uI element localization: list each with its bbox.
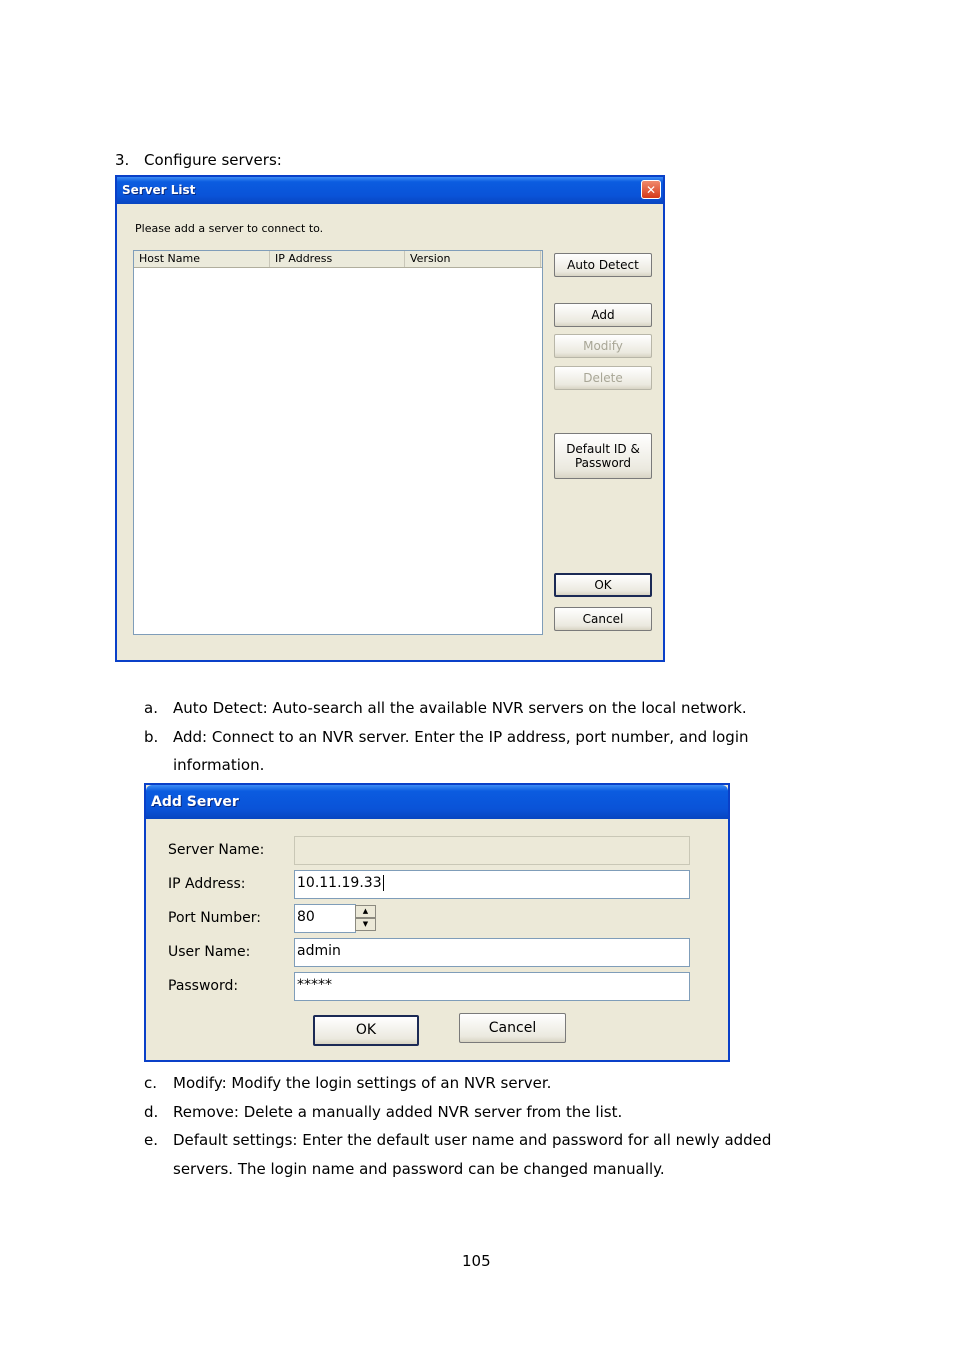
ip-address-value: 10.11.19.33	[297, 875, 382, 891]
step-text: Configure servers:	[144, 151, 282, 169]
list-item-add-continuation: information.	[173, 756, 265, 774]
list-marker: c.	[144, 1074, 158, 1092]
user-name-input[interactable]: admin	[294, 938, 690, 967]
listview-header	[134, 251, 542, 268]
auto-detect-button[interactable]: Auto Detect	[554, 253, 652, 277]
password-input[interactable]: *****	[294, 972, 690, 1001]
ok-button[interactable]: OK	[554, 573, 652, 597]
list-item-default-settings: Default settings: Enter the default user name and password for all newly added	[173, 1131, 772, 1149]
add-button[interactable]: Add	[554, 303, 652, 327]
server-listview[interactable]	[133, 250, 543, 635]
list-marker: d.	[144, 1103, 159, 1121]
column-header-version[interactable]: Version	[405, 251, 541, 267]
add-server-cancel-button[interactable]: Cancel	[459, 1013, 566, 1043]
list-item-default-settings-continuation: servers. The login name and password can be changed manually.	[173, 1160, 665, 1178]
user-name-label: User Name:	[168, 944, 251, 960]
column-header-ip-address[interactable]: IP Address	[270, 251, 405, 267]
server-name-input[interactable]	[294, 836, 690, 865]
step-number: 3.	[115, 151, 130, 169]
modify-button[interactable]: Modify	[554, 334, 652, 358]
add-server-titlebar	[146, 785, 728, 819]
password-label: Password:	[168, 978, 239, 994]
add-server-ok-button[interactable]: OK	[313, 1015, 419, 1046]
add-server-dialog	[144, 783, 730, 1062]
default-id-password-button[interactable]: Default ID & Password	[554, 433, 652, 479]
port-number-input[interactable]: 80	[294, 904, 356, 933]
ip-address-input[interactable]	[294, 870, 690, 899]
cancel-button[interactable]: Cancel	[554, 607, 652, 631]
server-list-dialog	[115, 175, 665, 662]
list-item-remove: Remove: Delete a manually added NVR server from the list.	[173, 1103, 623, 1121]
list-marker: a.	[144, 699, 158, 717]
column-header-host-name[interactable]: Host Name	[134, 251, 270, 267]
text-caret	[383, 875, 384, 891]
spin-up-icon[interactable]: ▲	[355, 905, 376, 918]
add-server-title: Add Server	[151, 794, 239, 810]
spin-down-icon[interactable]: ▼	[355, 918, 376, 931]
list-marker: b.	[144, 728, 159, 746]
page-number: 105	[462, 1252, 491, 1270]
close-button[interactable]	[641, 180, 661, 199]
delete-button[interactable]: Delete	[554, 366, 652, 390]
close-icon: ✕	[645, 183, 657, 197]
server-list-titlebar	[117, 177, 663, 204]
list-item-auto-detect: Auto Detect: Auto-search all the available NVR servers on the local network.	[173, 699, 747, 717]
server-list-title: Server List	[122, 183, 196, 197]
port-number-label: Port Number:	[168, 910, 261, 926]
list-item-add: Add: Connect to an NVR server. Enter the IP address, port number, and login	[173, 728, 749, 746]
ip-address-label: IP Address:	[168, 876, 246, 892]
list-item-modify: Modify: Modify the login settings of an NVR server.	[173, 1074, 552, 1092]
port-number-spinner[interactable]	[355, 905, 376, 932]
server-list-prompt: Please add a server to connect to.	[135, 222, 324, 235]
server-name-label: Server Name:	[168, 842, 265, 858]
list-marker: e.	[144, 1131, 158, 1149]
